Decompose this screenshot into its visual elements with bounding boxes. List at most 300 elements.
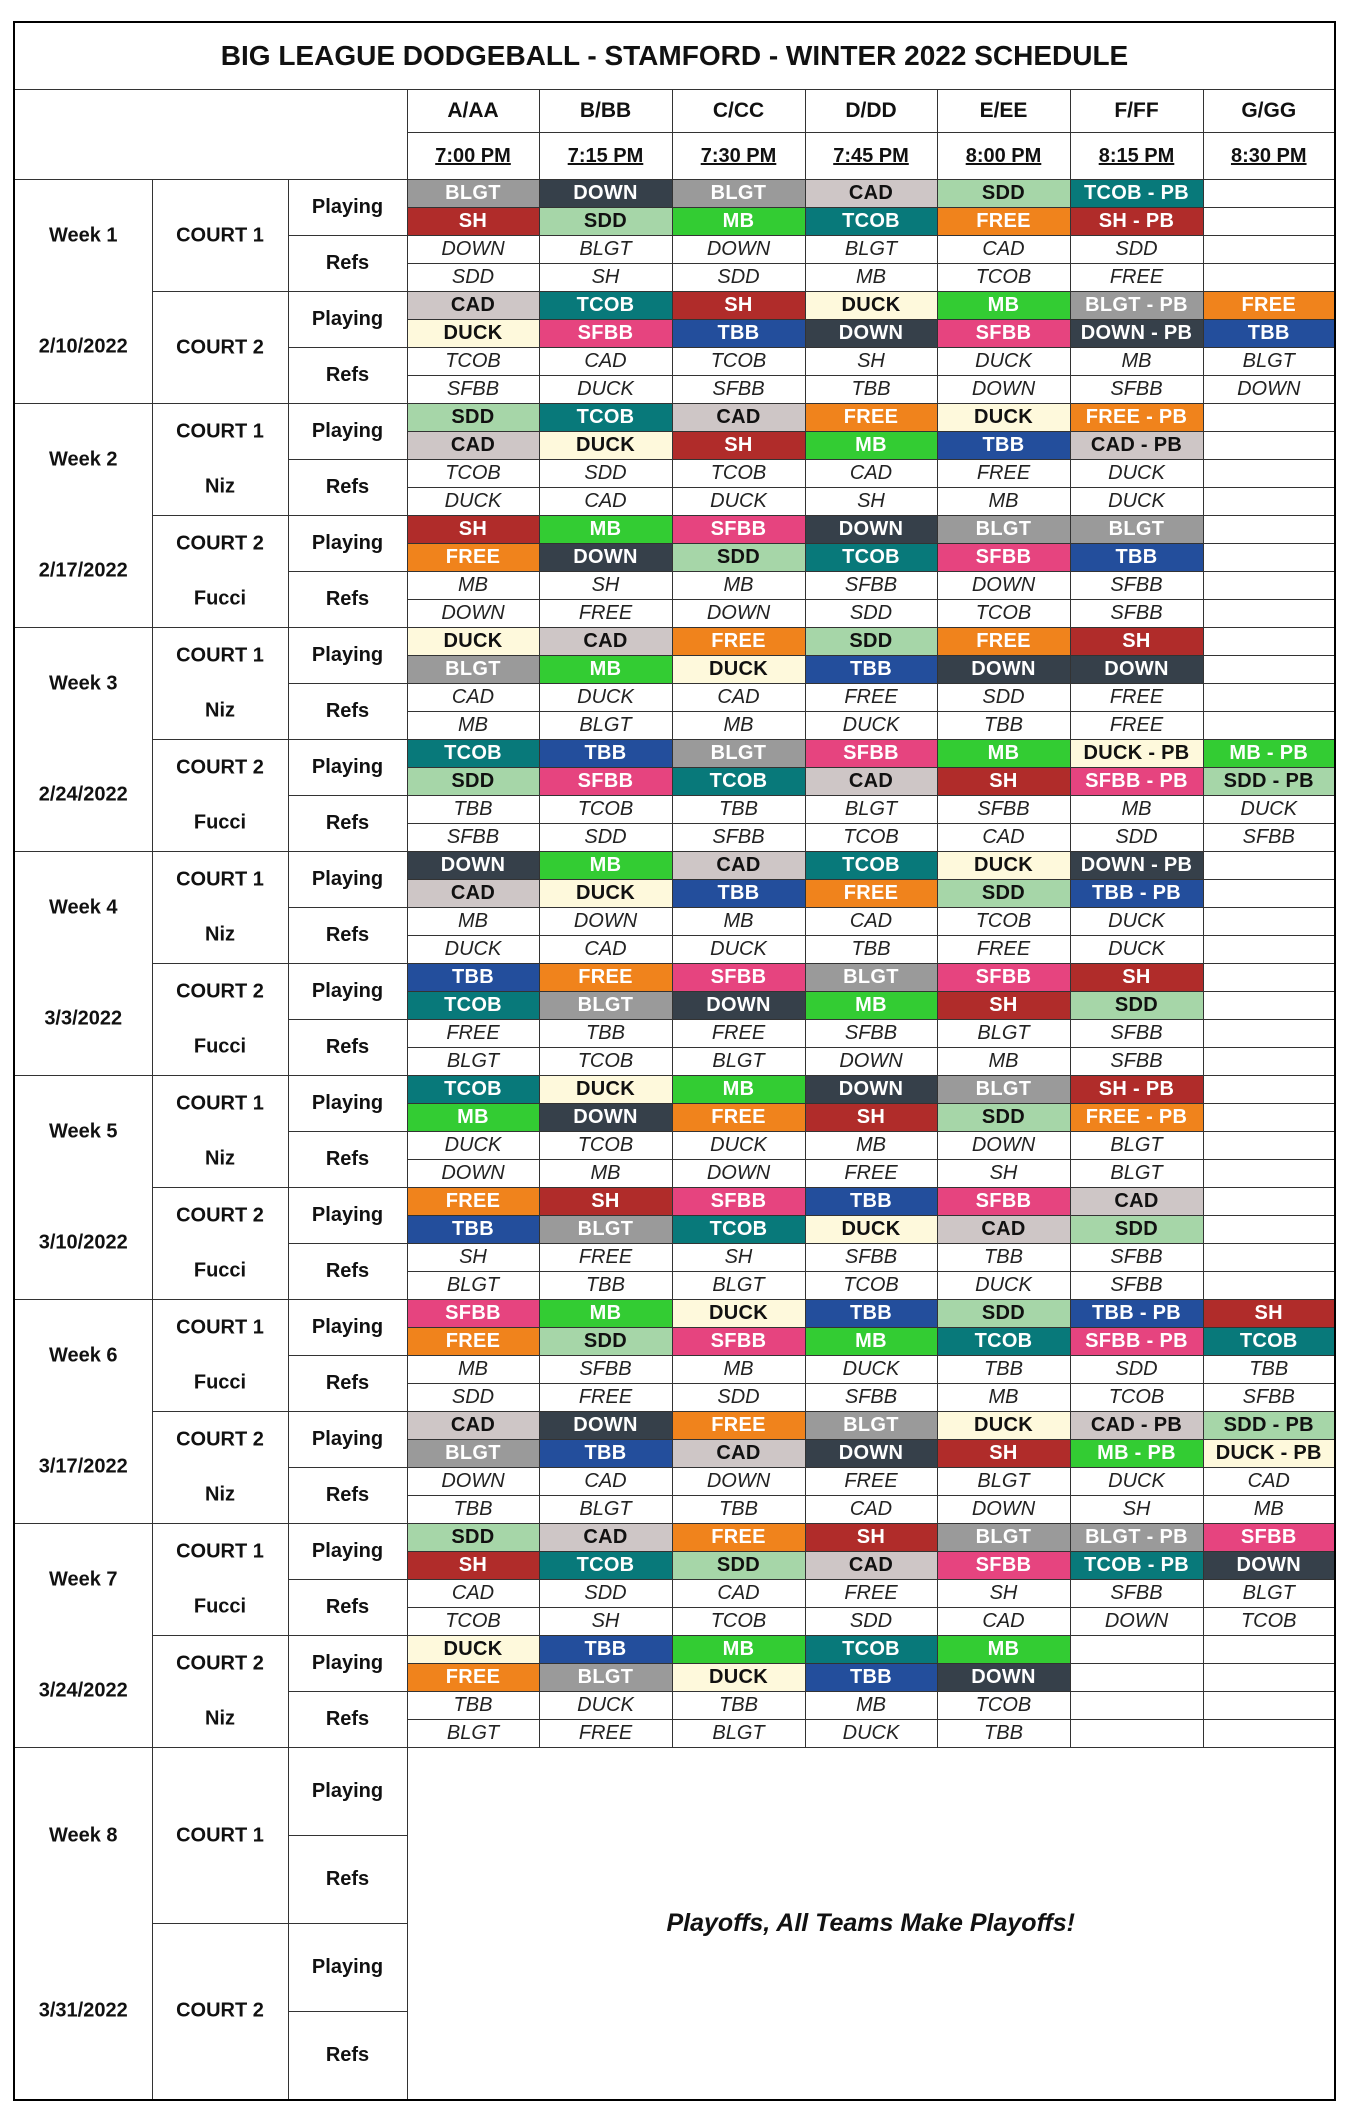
ref-team-cell: FREE (937, 460, 1070, 488)
ref-team-cell: TBB (672, 1496, 805, 1524)
game-team-cell: SH (937, 768, 1070, 796)
game-team-cell: CAD (672, 1440, 805, 1468)
ref-team-cell: SDD (1070, 1356, 1203, 1384)
game-team-cell: MB (539, 516, 672, 544)
week-4-court-2-bottom: Fucci (193, 1035, 247, 1058)
game-team-cell: CAD (805, 180, 937, 208)
ref-team-cell (1203, 236, 1335, 264)
ref-team-cell: DUCK (937, 1272, 1070, 1300)
ref-team-cell: SH (539, 264, 672, 292)
ref-team-cell: DOWN (1203, 376, 1335, 404)
game-team-cell (1203, 852, 1335, 880)
ref-team-cell: MB (937, 1384, 1070, 1412)
ref-team-cell: SDD (672, 264, 805, 292)
refs-label: Refs (288, 460, 407, 516)
ref-team-cell: SFBB (805, 1244, 937, 1272)
ref-team-cell: TCOB (937, 908, 1070, 936)
ref-team-cell: DUCK (539, 684, 672, 712)
playing-label: Playing (288, 1524, 407, 1580)
week-5-court-2-top: COURT 2 (176, 1204, 264, 1227)
week-3-court-1 (152, 628, 288, 740)
ref-team-cell: MB (672, 908, 805, 936)
game-team-cell: CAD (407, 880, 539, 908)
ref-team-cell: MB (1070, 348, 1203, 376)
game-team-cell: DUCK - PB (1070, 740, 1203, 768)
ref-team-cell: DOWN (672, 1468, 805, 1496)
schedule-title: BIG LEAGUE DODGEBALL - STAMFORD - WINTER 2022 SCHEDULE (14, 22, 1335, 90)
game-team-cell: MB (539, 656, 672, 684)
game-team-cell: DUCK (937, 404, 1070, 432)
ref-team-cell: DUCK (1070, 460, 1203, 488)
week-7-cell-bottom: 3/24/2022 (38, 1679, 128, 1702)
game-team-cell: MB (407, 1104, 539, 1132)
game-team-cell: TCOB (1203, 1328, 1335, 1356)
game-team-cell: DOWN (1070, 656, 1203, 684)
game-team-cell: TBB (805, 1188, 937, 1216)
ref-team-cell (1203, 1132, 1335, 1160)
ref-team-cell: TBB (805, 936, 937, 964)
game-team-cell: TCOB (805, 852, 937, 880)
schedule-row (14, 1412, 1335, 1440)
week-7-court-2-top: COURT 2 (176, 1652, 264, 1675)
week-7-court-2 (152, 1636, 288, 1748)
game-team-cell: SFBB (672, 964, 805, 992)
game-team-cell: TBB (407, 1216, 539, 1244)
ref-team-cell: TBB (407, 1692, 539, 1720)
game-team-cell: MB (672, 208, 805, 236)
game-team-cell: TBB (1203, 320, 1335, 348)
game-team-cell: MB - PB (1070, 1440, 1203, 1468)
time-header-5: 8:00 PM (937, 133, 1070, 180)
game-team-cell: MB (805, 1328, 937, 1356)
ref-team-cell: DUCK (539, 1692, 672, 1720)
ref-team-cell: TCOB (672, 348, 805, 376)
game-team-cell: SFBB (937, 964, 1070, 992)
ref-team-cell: DOWN (672, 600, 805, 628)
ref-team-cell: TCOB (672, 1608, 805, 1636)
ref-team-cell: DUCK (539, 376, 672, 404)
ref-team-cell: SH (539, 1608, 672, 1636)
ref-team-cell: DOWN (407, 600, 539, 628)
game-team-cell (1203, 544, 1335, 572)
ref-team-cell: BLGT (672, 1272, 805, 1300)
refs-label: Refs (288, 908, 407, 964)
refs-label: Refs (288, 348, 407, 404)
game-team-cell: SH (407, 1552, 539, 1580)
game-team-cell: FREE (805, 880, 937, 908)
week-2-court-2-bottom: Fucci (193, 587, 247, 610)
schedule-row (14, 852, 1335, 880)
ref-team-cell: BLGT (805, 236, 937, 264)
ref-team-cell: MB (539, 1160, 672, 1188)
ref-team-cell: SH (937, 1160, 1070, 1188)
week-4-cell-bottom: 3/3/2022 (44, 1007, 123, 1030)
ref-team-cell: FREE (539, 1384, 672, 1412)
game-team-cell: DOWN (805, 516, 937, 544)
game-team-cell: SFBB (937, 320, 1070, 348)
game-team-cell: TCOB (407, 1076, 539, 1104)
week-5-court-2 (152, 1188, 288, 1300)
playing-label: Playing (288, 628, 407, 684)
week-2-cell-bottom: 2/17/2022 (38, 559, 128, 582)
ref-team-cell: MB (672, 572, 805, 600)
schedule-row (14, 404, 1335, 432)
ref-team-cell: MB (672, 712, 805, 740)
playing-label: Playing (288, 1748, 407, 1836)
playing-label: Playing (288, 740, 407, 796)
game-team-cell: DOWN (672, 992, 805, 1020)
game-team-cell: SDD (1070, 992, 1203, 1020)
refs-label: Refs (288, 1836, 407, 1924)
ref-team-cell: SDD (407, 264, 539, 292)
ref-team-cell (1070, 1692, 1203, 1720)
game-team-cell: TBB (1070, 544, 1203, 572)
ref-team-cell: TBB (407, 796, 539, 824)
ref-team-cell: SFBB (672, 824, 805, 852)
ref-team-cell: BLGT (1203, 1580, 1335, 1608)
game-team-cell: DOWN (1203, 1552, 1335, 1580)
game-team-cell: FREE (407, 1664, 539, 1692)
week-7-cell-top: Week 7 (48, 1568, 118, 1591)
ref-team-cell: TCOB (539, 1132, 672, 1160)
ref-team-cell (1203, 1244, 1335, 1272)
refs-label: Refs (288, 1580, 407, 1636)
game-team-cell: TCOB (672, 1216, 805, 1244)
game-team-cell: SFBB (937, 544, 1070, 572)
game-team-cell (1203, 1188, 1335, 1216)
game-team-cell: DUCK (805, 1216, 937, 1244)
game-team-cell: TBB (937, 432, 1070, 460)
game-team-cell: FREE - PB (1070, 1104, 1203, 1132)
game-team-cell: DOWN (539, 180, 672, 208)
schedule-row (14, 1188, 1335, 1216)
ref-team-cell: BLGT (937, 1468, 1070, 1496)
week-2-court-1-top: COURT 1 (176, 420, 264, 443)
game-team-cell: DOWN (937, 1664, 1070, 1692)
ref-team-cell: BLGT (539, 712, 672, 740)
game-team-cell: DUCK (539, 880, 672, 908)
ref-team-cell: TBB (539, 1272, 672, 1300)
game-team-cell: DOWN - PB (1070, 852, 1203, 880)
game-team-cell: FREE (672, 1412, 805, 1440)
week-3-cell (14, 628, 152, 852)
week-2-court-2-top: COURT 2 (176, 532, 264, 555)
ref-team-cell: TBB (1203, 1356, 1335, 1384)
ref-team-cell: SFBB (1070, 572, 1203, 600)
week-8-court-1 (152, 1748, 288, 1924)
ref-team-cell (1203, 1048, 1335, 1076)
column-header-4: D/DD (805, 90, 937, 133)
ref-team-cell: MB (407, 1356, 539, 1384)
game-team-cell: DUCK (672, 1664, 805, 1692)
game-team-cell: SDD - PB (1203, 768, 1335, 796)
ref-team-cell: TBB (937, 1356, 1070, 1384)
ref-team-cell: TBB (672, 796, 805, 824)
game-team-cell: TBB (539, 1440, 672, 1468)
ref-team-cell: BLGT (672, 1720, 805, 1748)
game-team-cell: TCOB (539, 404, 672, 432)
schedule-row (14, 180, 1335, 208)
game-team-cell (1203, 180, 1335, 208)
game-team-cell: SH - PB (1070, 208, 1203, 236)
game-team-cell: DOWN (539, 1412, 672, 1440)
game-team-cell: DUCK (539, 1076, 672, 1104)
ref-team-cell: TCOB (937, 600, 1070, 628)
schedule-row (14, 628, 1335, 656)
week-6-court-2 (152, 1412, 288, 1524)
ref-team-cell: TBB (539, 1020, 672, 1048)
game-team-cell: TCOB (539, 1552, 672, 1580)
game-team-cell: TCOB - PB (1070, 1552, 1203, 1580)
ref-team-cell: SFBB (1070, 1272, 1203, 1300)
game-team-cell: DUCK (805, 292, 937, 320)
week-3-court-2 (152, 740, 288, 852)
week-3-cell-top: Week 3 (48, 672, 118, 695)
game-team-cell: SH (672, 292, 805, 320)
game-team-cell: FREE (672, 1524, 805, 1552)
game-team-cell: TBB (672, 880, 805, 908)
week-4-court-1 (152, 852, 288, 964)
refs-label: Refs (288, 684, 407, 740)
game-team-cell: FREE (1203, 292, 1335, 320)
week-5-court-2-bottom: Fucci (193, 1259, 247, 1282)
column-header-7: G/GG (1203, 90, 1335, 133)
playoffs-message: Playoffs, All Teams Make Playoffs! (407, 1748, 1335, 2100)
ref-team-cell: SH (937, 1580, 1070, 1608)
game-team-cell: SDD (407, 1524, 539, 1552)
week-8-cell-top: Week 8 (48, 1824, 118, 1847)
ref-team-cell: TBB (672, 1692, 805, 1720)
game-team-cell: SDD (937, 180, 1070, 208)
game-team-cell: SDD (1070, 1216, 1203, 1244)
game-team-cell: FREE (539, 964, 672, 992)
ref-team-cell: BLGT (1070, 1160, 1203, 1188)
game-team-cell: TBB (672, 320, 805, 348)
ref-team-cell: CAD (539, 348, 672, 376)
ref-team-cell: SDD (672, 1384, 805, 1412)
game-team-cell: BLGT (805, 964, 937, 992)
game-team-cell: FREE - PB (1070, 404, 1203, 432)
game-team-cell (1203, 1636, 1335, 1664)
ref-team-cell (1203, 936, 1335, 964)
schedule-table (13, 21, 1336, 2101)
ref-team-cell (1203, 488, 1335, 516)
game-team-cell: BLGT (937, 1076, 1070, 1104)
game-team-cell: BLGT (407, 656, 539, 684)
game-team-cell: CAD (407, 432, 539, 460)
week-4-court-1-bottom: Niz (205, 923, 235, 946)
week-5-court-1-bottom: Niz (205, 1147, 235, 1170)
game-team-cell: CAD - PB (1070, 432, 1203, 460)
game-team-cell (1203, 880, 1335, 908)
game-team-cell: SFBB - PB (1070, 1328, 1203, 1356)
game-team-cell: MB (805, 992, 937, 1020)
week-1-court-2-label: COURT 2 (176, 336, 264, 358)
ref-team-cell (1203, 1272, 1335, 1300)
game-team-cell: CAD (805, 1552, 937, 1580)
week-7-court-1-bottom: Fucci (193, 1595, 247, 1618)
ref-team-cell (1203, 908, 1335, 936)
game-team-cell: TBB (805, 656, 937, 684)
ref-team-cell: TBB (407, 1496, 539, 1524)
game-team-cell: CAD (1070, 1188, 1203, 1216)
game-team-cell: BLGT (937, 1524, 1070, 1552)
refs-label: Refs (288, 796, 407, 852)
game-team-cell: SFBB (937, 1188, 1070, 1216)
schedule-row (14, 1076, 1335, 1104)
ref-team-cell: FREE (1070, 712, 1203, 740)
ref-team-cell: DUCK (407, 936, 539, 964)
game-team-cell: DUCK (937, 852, 1070, 880)
ref-team-cell: TCOB (937, 1692, 1070, 1720)
week-2-court-1 (152, 404, 288, 516)
ref-team-cell: DOWN (1070, 1608, 1203, 1636)
game-team-cell: DOWN (539, 1104, 672, 1132)
game-team-cell: SDD (937, 1300, 1070, 1328)
refs-label: Refs (288, 1692, 407, 1748)
game-team-cell: DUCK (539, 432, 672, 460)
week-3-cell-bottom: 2/24/2022 (38, 783, 128, 806)
week-5-court-1 (152, 1076, 288, 1188)
ref-team-cell: DOWN (672, 1160, 805, 1188)
playing-label: Playing (288, 516, 407, 572)
ref-team-cell: DOWN (937, 1132, 1070, 1160)
game-team-cell: SDD (407, 404, 539, 432)
week-8-court-1-label: COURT 1 (176, 1824, 264, 1846)
game-team-cell: SH - PB (1070, 1076, 1203, 1104)
game-team-cell: TCOB (539, 292, 672, 320)
playing-label: Playing (288, 1188, 407, 1244)
ref-team-cell: BLGT (539, 236, 672, 264)
ref-team-cell: CAD (937, 236, 1070, 264)
ref-team-cell: FREE (1070, 264, 1203, 292)
game-team-cell: DOWN - PB (1070, 320, 1203, 348)
game-team-cell: SFBB (539, 320, 672, 348)
ref-team-cell: DUCK (1070, 488, 1203, 516)
ref-team-cell: MB (805, 264, 937, 292)
game-team-cell: DOWN (805, 1440, 937, 1468)
ref-team-cell: DOWN (805, 1048, 937, 1076)
ref-team-cell: BLGT (805, 796, 937, 824)
ref-team-cell: TCOB (937, 264, 1070, 292)
ref-team-cell: FREE (539, 1244, 672, 1272)
playing-label: Playing (288, 964, 407, 1020)
game-team-cell: DUCK - PB (1203, 1440, 1335, 1468)
ref-team-cell: SFBB (1203, 824, 1335, 852)
week-3-court-2-top: COURT 2 (176, 756, 264, 779)
game-team-cell (1203, 432, 1335, 460)
game-team-cell: SDD (805, 628, 937, 656)
week-1-court-2 (152, 292, 288, 404)
week-7-cell (14, 1524, 152, 1748)
ref-team-cell: TBB (937, 1720, 1070, 1748)
game-team-cell: TCOB (805, 1636, 937, 1664)
game-team-cell: SH (539, 1188, 672, 1216)
week-4-cell (14, 852, 152, 1076)
refs-label: Refs (288, 572, 407, 628)
game-team-cell: BLGT (672, 740, 805, 768)
time-header-4: 7:45 PM (805, 133, 937, 180)
ref-team-cell: TCOB (407, 1608, 539, 1636)
ref-team-cell: DOWN (937, 572, 1070, 600)
game-team-cell: FREE (407, 544, 539, 572)
ref-team-cell: CAD (805, 908, 937, 936)
game-team-cell: FREE (407, 1188, 539, 1216)
game-team-cell: SH (1203, 1300, 1335, 1328)
game-team-cell: MB (937, 292, 1070, 320)
schedule-row (14, 1636, 1335, 1664)
game-team-cell (1203, 992, 1335, 1020)
ref-team-cell: SFBB (1203, 1384, 1335, 1412)
game-team-cell: SH (1070, 628, 1203, 656)
ref-team-cell: SFBB (805, 572, 937, 600)
refs-label: Refs (288, 1244, 407, 1300)
ref-team-cell: TBB (937, 712, 1070, 740)
game-team-cell: MB (672, 1636, 805, 1664)
game-team-cell: BLGT (539, 1216, 672, 1244)
game-team-cell: SFBB (937, 1552, 1070, 1580)
week-8-cell-bottom: 3/31/2022 (38, 1999, 128, 2022)
game-team-cell: CAD (805, 768, 937, 796)
ref-team-cell: DUCK (805, 712, 937, 740)
game-team-cell: SDD (407, 768, 539, 796)
schedule-row (14, 1524, 1335, 1552)
playing-label: Playing (288, 1300, 407, 1356)
week-4-court-1-top: COURT 1 (176, 868, 264, 891)
game-team-cell: SFBB (672, 516, 805, 544)
ref-team-cell: MB (937, 1048, 1070, 1076)
ref-team-cell: MB (1070, 796, 1203, 824)
game-team-cell: MB (672, 1076, 805, 1104)
game-team-cell: SH (1070, 964, 1203, 992)
column-header-3: C/CC (672, 90, 805, 133)
ref-team-cell: MB (407, 712, 539, 740)
game-team-cell: BLGT - PB (1070, 292, 1203, 320)
game-team-cell (1203, 964, 1335, 992)
ref-team-cell: SH (805, 348, 937, 376)
refs-label: Refs (288, 1020, 407, 1076)
ref-team-cell: MB (937, 488, 1070, 516)
game-team-cell (1203, 208, 1335, 236)
ref-team-cell: FREE (805, 1580, 937, 1608)
game-team-cell: SH (937, 1440, 1070, 1468)
ref-team-cell: BLGT (937, 1020, 1070, 1048)
ref-team-cell: BLGT (407, 1272, 539, 1300)
ref-team-cell: DUCK (937, 348, 1070, 376)
game-team-cell: TBB (539, 1636, 672, 1664)
ref-team-cell: MB (407, 908, 539, 936)
game-team-cell: SDD (539, 208, 672, 236)
game-team-cell: SDD (937, 1104, 1070, 1132)
week-1-court-1-label: COURT 1 (176, 224, 264, 246)
game-team-cell (1203, 656, 1335, 684)
game-team-cell: BLGT (937, 516, 1070, 544)
ref-team-cell: FREE (805, 1468, 937, 1496)
game-team-cell: BLGT (805, 1412, 937, 1440)
week-8-court-2-label: COURT 2 (176, 1999, 264, 2022)
ref-team-cell (1203, 600, 1335, 628)
ref-team-cell: FREE (407, 1020, 539, 1048)
ref-team-cell: CAD (672, 684, 805, 712)
week-7-court-2-bottom: Niz (205, 1707, 235, 1730)
ref-team-cell: CAD (539, 1468, 672, 1496)
time-header-6: 8:15 PM (1070, 133, 1203, 180)
ref-team-cell: MB (805, 1132, 937, 1160)
schedule-row (14, 1300, 1335, 1328)
ref-team-cell: MB (1203, 1496, 1335, 1524)
game-team-cell: CAD (672, 404, 805, 432)
game-team-cell: CAD (539, 1524, 672, 1552)
